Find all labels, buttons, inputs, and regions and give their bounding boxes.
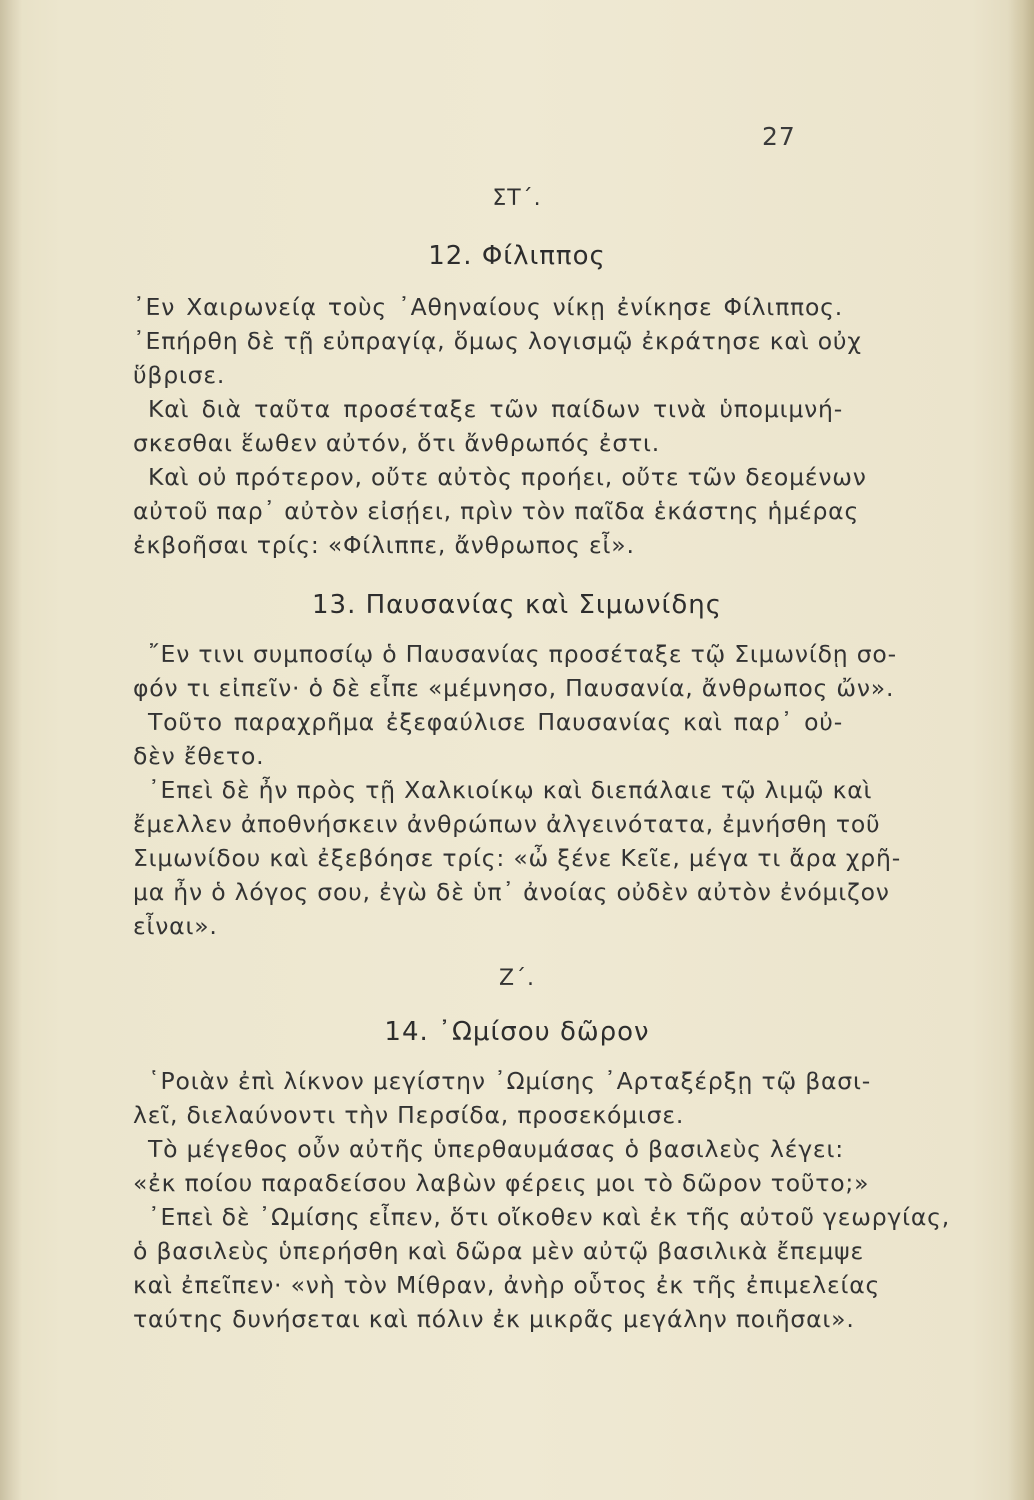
text-line: Σιμωνίδου καὶ ἐξεβόησε τρίς: «ὦ ξένε Κεῖε, μέγα τι ἄρα χρῆ- [133, 844, 901, 872]
text-line: σκεσθαι ἕωθεν αὐτόν, ὅτι ἄνθρωπός ἐστι. [133, 429, 661, 457]
text-line: ᾿Επεὶ δὲ ἦν πρὸς τῇ Χαλκιοίκῳ καὶ διεπάλαιε τῷ λιμῷ καὶ [148, 776, 873, 804]
page-number: 27 [762, 122, 796, 151]
text-line: λεῖ, διελαύνοντι τὴν Περσίδα, προσεκόμισε. [133, 1101, 685, 1129]
text-line: φόν τι εἰπεῖν· ὁ δὲ εἶπε «μέμνησο, Παυσανία, ἄνθρωπος ὤν». [133, 674, 895, 702]
text-line: ᾿Επήρθη δὲ τῇ εὐπραγίᾳ, ὅμως λογισμῷ ἐκράτησε καὶ οὐχ [133, 327, 862, 355]
page-right-edge [1008, 0, 1034, 1500]
text-line: Τὸ μέγεθος οὖν αὐτῆς ὑπερθαυμάσας ὁ βασιλεὺς λέγει: [148, 1135, 844, 1163]
story-heading: 13. Παυσανίας καὶ Σιμωνίδης [312, 590, 722, 620]
text-line: καὶ ἐπεῖπεν· «νὴ τὸν Μίθραν, ἀνὴρ οὗτος ἐκ τῆς ἐπιμελείας [133, 1271, 881, 1299]
text-line: ᾿Επεὶ δὲ ᾿Ωμίσης εἶπεν, ὅτι οἴκοθεν καὶ ἐκ τῆς αὐτοῦ γεωργίας, [148, 1203, 951, 1231]
text-line: δὲν ἔθετο. [133, 742, 265, 770]
text-line: ἔμελλεν ἀποθνήσκειν ἀνθρώπων ἀλγεινότατα, ἐμνήσθη τοῦ [133, 810, 881, 838]
text-line: μα ἦν ὁ λόγος σου, ἐγὼ δὲ ὑπ᾿ ἀνοίας οὐδὲν αὐτὸν ἐνόμιζον [133, 878, 890, 906]
text-line: ᾿Εν Χαιρωνείᾳ τοὺς ᾿Αθηναίους νίκῃ ἐνίκησε Φίλιππος. [133, 293, 843, 321]
text-line: ῾Ροιὰν ἐπὶ λίκνον μεγίστην ᾿Ωμίσης ᾿Αρταξέρξῃ τῷ βασι- [148, 1067, 872, 1095]
section-mark: Ζ΄. [498, 966, 536, 991]
text-line: εἶναι». [133, 912, 218, 940]
text-line: Καὶ οὐ πρότερον, οὔτε αὐτὸς προήει, οὔτε τῶν δεομένων [148, 463, 867, 491]
text-line: «ἐκ ποίου παραδείσου λαβὼν φέρεις μοι τὸ δῶρον τοῦτο;» [133, 1169, 870, 1197]
text-line: ὕβρισε. [133, 361, 226, 389]
text-line: ἐκβοῆσαι τρίς: «Φίλιππε, ἄνθρωπος εἶ». [133, 531, 635, 559]
text-line: ταύτης δυνήσεται καὶ πόλιν ἐκ μικρᾶς μεγάλην ποιῆσαι». [133, 1305, 855, 1333]
text-line: αὐτοῦ παρ᾿ αὐτὸν εἰσῄει, πρὶν τὸν παῖδα ἑκάστης ἡμέρας [133, 497, 860, 525]
story-heading: 12. Φίλιππος [428, 241, 606, 271]
story-heading: 14. ᾿Ωμίσου δῶρον [384, 1017, 650, 1047]
section-mark: ΣΤ΄. [492, 186, 542, 211]
page-left-edge [0, 0, 22, 1500]
text-line: Τοῦτο παραχρῆμα ἐξεφαύλισε Παυσανίας καὶ παρ᾿ οὐ- [148, 708, 843, 736]
text-line: Καὶ διὰ ταῦτα προσέταξε τῶν παίδων τινὰ ὑπομιμνή- [148, 395, 843, 423]
text-line: ὁ βασιλεὺς ὑπερήσθη καὶ δῶρα μὲν αὐτῷ βασιλικὰ ἔπεμψε [133, 1237, 864, 1265]
text-line: ῎Εν τινι συμποσίῳ ὁ Παυσανίας προσέταξε τῷ Σιμωνίδῃ σο- [148, 640, 897, 668]
